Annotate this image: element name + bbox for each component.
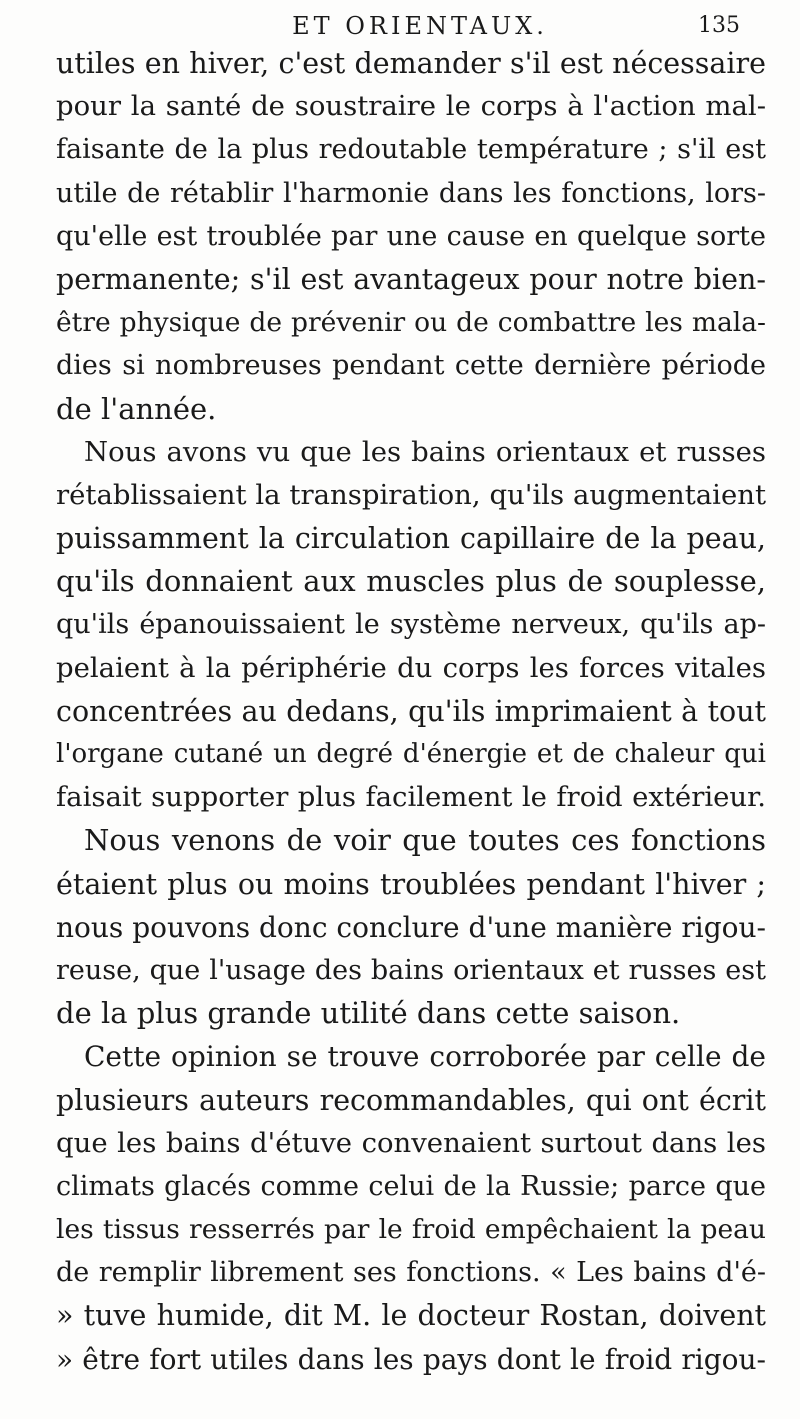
text-line: faisait supporter plus facilement le froid extérieur.: [56, 781, 766, 814]
text-line: utiles en hiver, c'est demander s'il est nécessaire: [56, 47, 766, 80]
text-line: de l'année.: [56, 391, 217, 426]
text-line: concentrées au dedans, qu'ils imprimaient à tout: [56, 694, 766, 728]
text-line: l'organe cutané un degré d'énergie et de chaleur qui: [56, 739, 766, 769]
text-line: » être fort utiles dans les pays dont le froid rigou-: [56, 1342, 766, 1376]
text-line: Cette opinion se trouve corroborée par celle de: [84, 1040, 766, 1074]
text-line: plusieurs auteurs recommandables, qui ont écrit: [56, 1083, 766, 1117]
text-line: puissamment la circulation capillaire de la peau,: [56, 522, 766, 556]
text-line: rétablissaient la transpiration, qu'ils augmentaient: [56, 478, 766, 511]
text-line: faisante de la plus redoutable température ; s'il est: [56, 134, 766, 166]
text-line: dies si nombreuses pendant cette dernière période: [56, 350, 766, 382]
page-number: 135: [698, 13, 740, 38]
text-line: pour la santé de soustraire le corps à l'action mal-: [56, 90, 766, 123]
text-line: qu'elle est troublée par une cause en quelque sorte: [56, 220, 766, 252]
body-text: [56, 42, 766, 1381]
text-line: utile de rétablir l'harmonie dans les fonctions, lors-: [56, 177, 766, 209]
running-title: ET ORIENTAUX.: [292, 12, 548, 40]
text-line: permanente; s'il est avantageux pour notre bien-: [56, 262, 766, 296]
text-line: reuse, que l'usage des bains orientaux et russes est: [56, 954, 766, 986]
text-line: Nous venons de voir que toutes ces fonctions: [84, 823, 766, 858]
text-line: les tissus resserrés par le froid empêchaient la peau: [56, 1214, 766, 1246]
text-line: Nous avons vu que les bains orientaux et russes: [84, 435, 766, 468]
text-line: de la plus grande utilité dans cette saison.: [56, 996, 681, 1031]
text-line: qu'ils épanouissaient le système nerveux, qu'ils ap-: [56, 609, 766, 641]
text-line: climats glacés comme celui de la Russie; parce que: [56, 1170, 766, 1202]
text-line: que les bains d'étuve convenaient surtout dans les: [56, 1126, 766, 1159]
text-line: être physique de prévenir ou de combattre les mala-: [56, 307, 766, 339]
text-line: nous pouvons donc conclure d'une manière rigou-: [56, 910, 766, 944]
text-line: » tuve humide, dit M. le docteur Rostan, doivent: [56, 1299, 766, 1333]
text-line: étaient plus ou moins troublées pendant l'hiver ;: [56, 867, 766, 901]
text-line: de remplir librement ses fonctions. « Les bains d'é-: [56, 1257, 766, 1289]
text-line: pelaient à la périphérie du corps les forces vitales: [56, 651, 766, 684]
running-head: [100, 6, 740, 46]
text-line: qu'ils donnaient aux muscles plus de souplesse,: [56, 564, 766, 599]
